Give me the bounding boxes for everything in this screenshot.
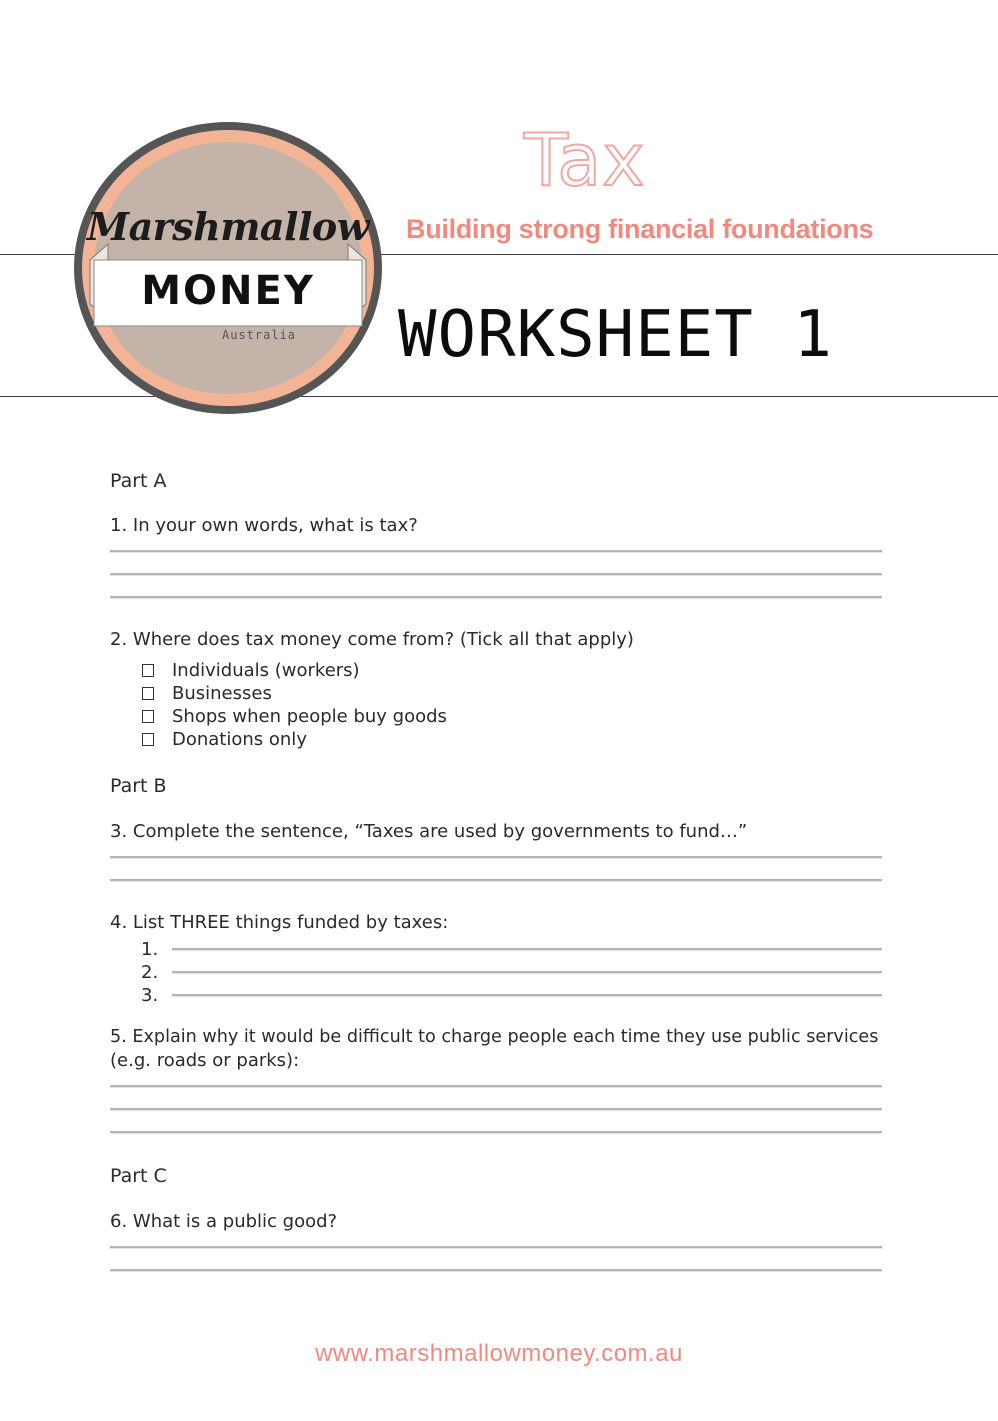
question-3: 3. Complete the sentence, “Taxes are used by governments to fund…” (110, 821, 748, 842)
question-6: 6. What is a public good? (110, 1211, 338, 1232)
checkbox[interactable] (142, 733, 154, 746)
answer-line[interactable] (172, 971, 882, 974)
list-number: 3. (141, 985, 159, 1006)
logo-script-text: Marshmallow (87, 204, 369, 249)
answer-line[interactable] (110, 1131, 882, 1134)
tagline: Building strong financial foundations (406, 214, 874, 244)
answer-line[interactable] (110, 573, 882, 576)
option-donations[interactable] (142, 729, 307, 750)
question-2: 2. Where does tax money come from? (Tick all that apply) (110, 629, 634, 650)
logo-country: Australia (222, 328, 297, 342)
option-shops[interactable] (142, 706, 447, 727)
answer-line[interactable] (110, 856, 882, 859)
answer-line[interactable] (110, 1108, 882, 1111)
answer-line[interactable] (110, 879, 882, 882)
question-5-line-2: (e.g. roads or parks): (110, 1050, 300, 1071)
part-b-heading: Part B (110, 775, 167, 797)
checkbox[interactable] (142, 664, 154, 677)
answer-line[interactable] (172, 994, 882, 997)
option-label: Shops when people buy goods (172, 706, 447, 727)
logo-wordmark: MONEY (141, 268, 315, 314)
option-label: Donations only (172, 729, 307, 750)
option-label: Individuals (workers) (172, 660, 360, 681)
option-individuals[interactable] (142, 660, 360, 681)
question-1: 1. In your own words, what is tax? (110, 515, 418, 536)
part-c-heading: Part C (110, 1165, 167, 1187)
footer-url: www.marshmallowmoney.com.au (315, 1340, 683, 1367)
question-4: 4. List THREE things funded by taxes: (110, 912, 449, 933)
list-number: 1. (141, 939, 159, 960)
question-5-line-1: 5. Explain why it would be difficult to charge people each time they use public services (110, 1027, 879, 1047)
option-businesses[interactable] (142, 683, 272, 704)
marshmallow-money-logo (72, 120, 384, 416)
list-number: 2. (141, 962, 159, 983)
answer-line[interactable] (110, 550, 882, 553)
answer-line[interactable] (110, 1085, 882, 1088)
answer-line[interactable] (110, 1269, 882, 1272)
checkbox[interactable] (142, 687, 154, 700)
answer-line[interactable] (110, 596, 882, 599)
part-a-heading: Part A (110, 470, 167, 492)
answer-line[interactable] (172, 948, 882, 951)
option-label: Businesses (172, 683, 272, 704)
answer-line[interactable] (110, 1246, 882, 1249)
topic-title: Tax (524, 118, 646, 202)
checkbox[interactable] (142, 710, 154, 723)
worksheet-title: WORKSHEET 1 (398, 298, 833, 372)
